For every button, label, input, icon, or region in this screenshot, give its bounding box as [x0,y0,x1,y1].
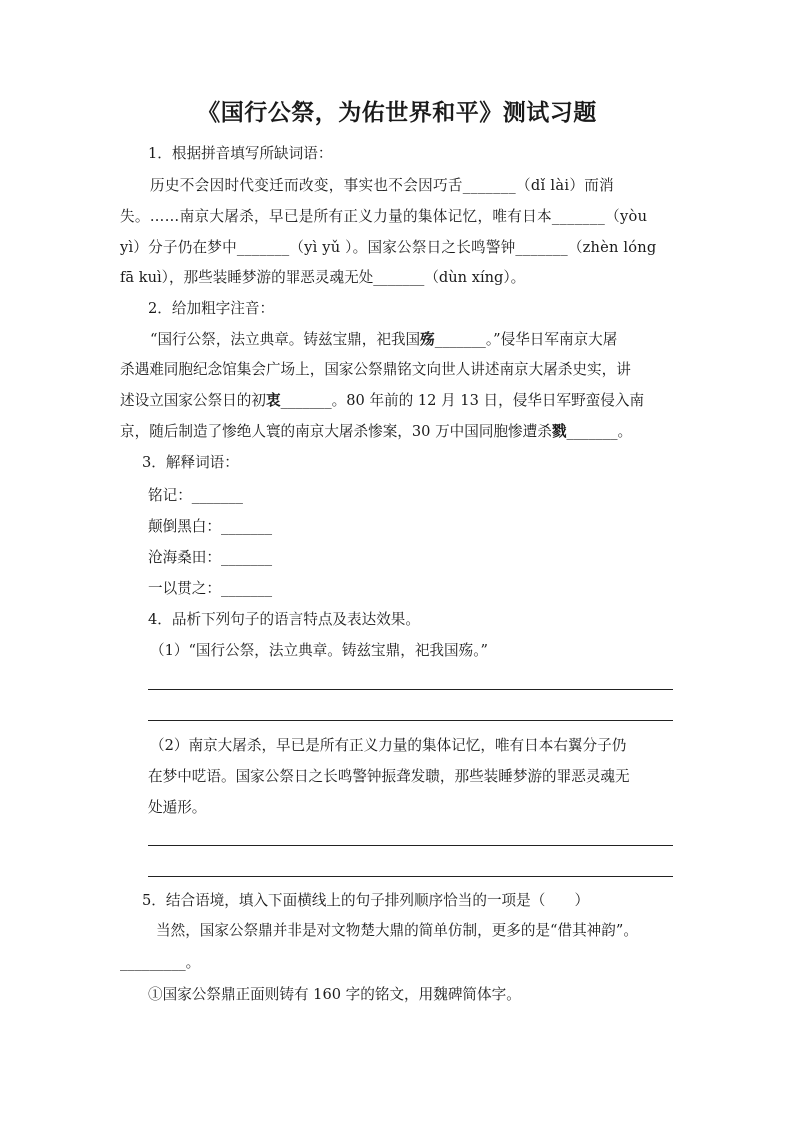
answer-line[interactable] [148,876,673,877]
q2-line-3 [120,390,644,412]
q1-line-2: 失。……南京大屠杀，早已是所有正义力量的集体记忆，唯有日本_______（yòu [120,208,648,225]
q2-line-4-rest: _______。 [566,423,633,440]
answer-line[interactable] [148,720,673,721]
answer-line[interactable] [148,689,673,690]
bold-char-lu: 戮 [551,423,567,440]
q5-line-1: 当然，国家公祭鼎并非是对文物楚大鼎的简单仿制，更多的是“借其神韵”。 [156,922,638,939]
q2-heading: 2．给加粗字注音： [148,300,275,317]
q3-item-4: 一以贯之：_______ [148,580,273,597]
q2-line-3-rest: _______。80 年前的 12 月 13 日，侵华日军野蛮侵入南 [280,392,645,409]
q4-sentence-1: （1）“国行公祭，法立典章。铸兹宝鼎，祀我国殇。” [150,642,488,659]
bold-char-shang: 殇 [420,331,435,348]
q1-line-4: fā kuì），那些装睡梦游的罪恶灵魂无处_______（dùn xíng）。 [120,269,526,286]
q1-line-3: yì）分子仍在梦中_______（yì yǔ ）。国家公祭日之长鸣警钟_______（zhèn lóng [120,239,657,256]
q2-line-4-text: 京，随后制造了惨绝人寰的南京大屠杀惨案，30 万中国同胞惨遭杀 [120,423,552,440]
answer-line[interactable] [148,845,673,846]
q2-line-1-rest: _______。”侵华日军南京大屠 [434,331,618,348]
q2-line-3-text: 述设立国家公祭日的初 [120,392,266,409]
q2-line-2: 杀遇难同胞纪念馆集会广场上，国家公祭鼎铭文向世人讲述南京大屠杀史实，讲 [120,361,631,378]
q3-item-2: 颠倒黑白：_______ [148,518,273,535]
q3-item-1: 铭记：_______ [148,487,243,504]
q5-line-3: ①国家公祭鼎正面则铸有 160 字的铭文，用魏碑简体字。 [148,986,521,1003]
page-title: 《国行公祭，为佑世界和平》测试习题 [197,100,597,126]
q4-sentence-2-line-3: 处遁形。 [148,799,207,816]
q5-heading: 5．结合语境，填入下面横线上的句子排列顺序恰当的一项是（ ） [142,892,590,909]
q2-line-1-text: “国行公祭，法立典章。铸兹宝鼎，祀我国 [150,331,421,348]
q2-line-4 [120,421,632,443]
q4-heading: 4．品析下列句子的语言特点及表达效果。 [148,611,420,628]
q4-sentence-2-line-1: （2）南京大屠杀，早已是所有正义力量的集体记忆，唯有日本右翼分子仍 [150,737,627,754]
q2-line-1 [150,329,617,351]
bold-char-zhong: 衷 [265,392,281,409]
q3-item-3: 沧海桑田：_______ [148,549,273,566]
q5-blank-line: _________。 [120,954,201,971]
q3-heading: 3．解释词语： [142,454,239,471]
q4-sentence-2-line-2: 在梦中呓语。国家公祭日之长鸣警钟振聋发聩，那些装睡梦游的罪恶灵魂无 [148,768,630,785]
q1-heading: 1．根据拼音填写所缺词语： [148,145,333,162]
q1-line-1: 历史不会因时代变迁而改变，事实也不会因巧舌_______（dǐ lài）而消 [150,177,615,194]
